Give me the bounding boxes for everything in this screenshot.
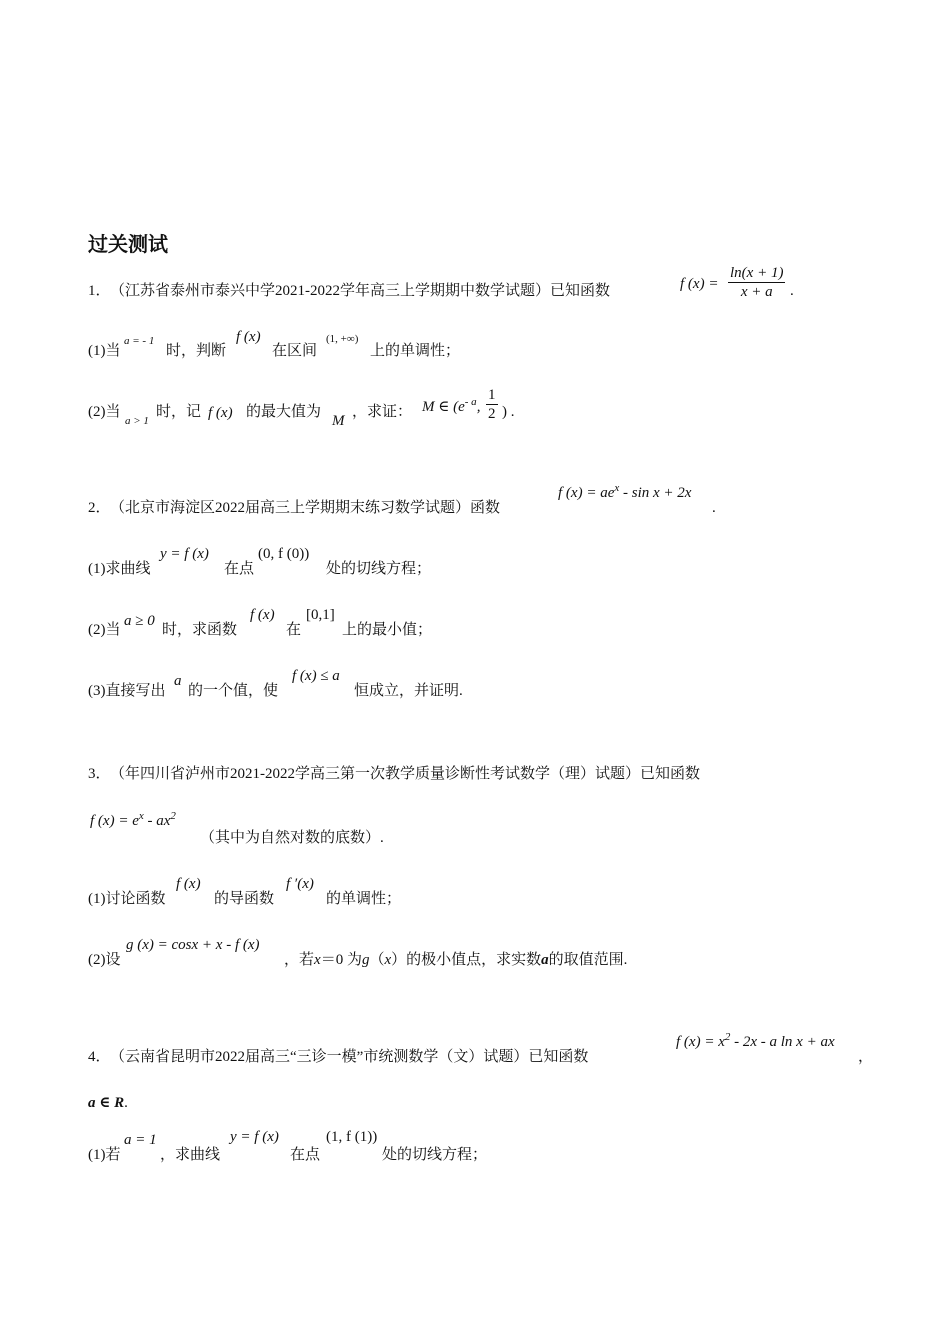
q4-part1-condition: a = 1 xyxy=(124,1132,157,1148)
q4-end: ， xyxy=(858,1049,874,1065)
q1-part2-close: ) . xyxy=(502,404,515,420)
q4-part1-point: (1, f (1)) xyxy=(326,1129,378,1145)
q3-part2-condition xyxy=(284,950,627,970)
q3-func xyxy=(90,812,176,831)
q1-part2-half xyxy=(486,386,498,423)
q4-func-sup: 2 xyxy=(724,1031,731,1043)
q1-part2-text: 时，记 xyxy=(156,404,202,420)
q3-part2-x: x xyxy=(314,952,321,968)
q3-part1-derivative: f ′(x) xyxy=(286,876,314,892)
q4-domain-text: a ∈ R xyxy=(88,1095,125,1111)
q1-part2-half-num: 1 xyxy=(488,387,496,403)
q3-func-sup: x xyxy=(138,810,144,822)
q1-part1-interval: (1, +∞) xyxy=(326,333,359,345)
q1-part2-text2: 的最大值为 xyxy=(246,404,322,420)
q1-part2-claim xyxy=(422,398,480,417)
q3-part2-paren-open: （ xyxy=(369,952,385,968)
q1-func-fraction xyxy=(728,264,785,301)
q2-part2-condition: a ≥ 0 xyxy=(124,613,155,629)
q2-part1-curve: y = f (x) xyxy=(160,546,209,562)
q2-func xyxy=(558,484,691,503)
q3-part2-text2: ＝0 为 xyxy=(320,952,362,968)
q2-part2-interval: [0,1] xyxy=(306,607,335,623)
q1-number: 1． xyxy=(88,283,111,299)
q2-part1-label: (1)求曲线 xyxy=(88,561,151,577)
q2-part3-inequality: f (x) ≤ a xyxy=(292,668,340,684)
q3-func-sup2: 2 xyxy=(170,810,176,822)
q2-end: . xyxy=(712,500,716,516)
q2-number: 2． xyxy=(88,500,111,516)
q2-part1-point: (0, f (0)) xyxy=(258,546,310,562)
q1-part2-claim-main: M ∈ (e xyxy=(422,399,465,415)
q1-func-numerator: ln(x + 1) xyxy=(730,265,784,281)
q4-part1-text3: 处的切线方程； xyxy=(382,1147,488,1163)
q1-part1-label: (1)当 xyxy=(88,343,121,359)
q1-source: （江苏省泰州市泰兴中学2021-2022学年高三上学期期中数学试题）已知函数 xyxy=(110,283,610,299)
q4-part1-text2: 在点 xyxy=(290,1147,321,1163)
q1-part2-claim-sup: - a xyxy=(464,396,477,408)
section-title: 过关测试 xyxy=(88,232,168,256)
q3-number: 3． xyxy=(88,766,111,782)
q2-part2-text2: 在 xyxy=(286,622,302,638)
q1-part2-condition: a > 1 xyxy=(125,415,149,427)
q2-func-sup: x xyxy=(614,482,620,494)
q3-part1-text: 的导函数 xyxy=(214,891,275,907)
q4-part1-text: ，求曲线 xyxy=(160,1147,221,1163)
q1-part2-label: (2)当 xyxy=(88,404,121,420)
q4-part1-curve: y = f (x) xyxy=(230,1129,279,1145)
q4-part1-label: (1)若 xyxy=(88,1147,121,1163)
q3-part2-text: ，若 xyxy=(284,952,315,968)
q3-func-rest: - ax xyxy=(143,813,171,829)
q1-part1-condition: a = - 1 xyxy=(124,335,155,347)
q3-func-main: f (x) = e xyxy=(90,813,139,829)
q1-part2-func: f (x) xyxy=(208,405,233,421)
q2-part2-text: 时，求函数 xyxy=(162,622,238,638)
q3-source: （年四川省泸州市2021-2022学高三第一次教学质量诊断性考试数学（理）试题）已知函数 xyxy=(110,766,700,782)
q1-part2-claim-comma: , xyxy=(476,399,481,415)
q2-part1-text: 在点 xyxy=(224,561,255,577)
q4-func-main: f (x) = x xyxy=(676,1034,725,1050)
q3-part1-label: (1)讨论函数 xyxy=(88,891,166,907)
q3-part1-func: f (x) xyxy=(176,876,201,892)
q2-func-rest: - sin x + 2x xyxy=(619,485,692,501)
q1-part1-func: f (x) xyxy=(236,329,261,345)
q2-source: （北京市海淀区2022届高三上学期期末练习数学试题）函数 xyxy=(110,500,501,516)
q4-func-rest: - 2x - a ln x + ax xyxy=(730,1034,835,1050)
q2-part1-text2: 处的切线方程； xyxy=(326,561,432,577)
q3-part1-text2: 的单调性； xyxy=(326,891,402,907)
q1-func-lhs: f (x) = xyxy=(680,276,719,292)
q3-part2-x-var: x xyxy=(384,952,392,968)
q3-part2-label: (2)设 xyxy=(88,952,121,968)
q4-domain-end: . xyxy=(124,1095,128,1111)
q2-part3-text2: 恒成立，并证明. xyxy=(354,683,463,699)
q1-end: . xyxy=(790,283,794,299)
q2-part3-var: a xyxy=(174,673,182,689)
q1-part2-text3: ，求证： xyxy=(352,404,413,420)
q4-domain xyxy=(88,1094,128,1112)
q2-part2-label: (2)当 xyxy=(88,622,121,638)
q1-part1-text2: 在区间 xyxy=(272,343,318,359)
q3-part2-g: g (x) = cosx + x - f (x) xyxy=(126,937,260,953)
q3-part2-text3: ）的极小值点，求实数 xyxy=(391,952,542,968)
q1-part1-text: 时，判断 xyxy=(166,343,227,359)
q4-source: （云南省昆明市2022届高三“三诊一模”市统测数学（文）试题）已知函数 xyxy=(110,1049,589,1065)
q3-part2-g-var: g xyxy=(361,952,370,968)
q1-part2-half-den: 2 xyxy=(488,406,496,422)
q1-part1-text3: 上的单调性； xyxy=(370,343,461,359)
q2-part2-text3: 上的最小值； xyxy=(342,622,433,638)
q1-part2-M: M xyxy=(332,413,345,429)
q3-part2-text4: 的取值范围. xyxy=(548,952,628,968)
q2-part3-label: (3)直接写出 xyxy=(88,683,166,699)
q2-func-main: f (x) = ae xyxy=(558,485,615,501)
q2-part3-text: 的一个值，使 xyxy=(188,683,279,699)
q4-number: 4． xyxy=(88,1049,111,1065)
q3-part2-a-var: a xyxy=(541,952,549,968)
q2-part2-func: f (x) xyxy=(250,607,275,623)
q3-note: （其中为自然对数的底数）. xyxy=(200,830,384,846)
q1-func-denominator: x + a xyxy=(740,284,773,300)
q4-func xyxy=(676,1033,835,1052)
